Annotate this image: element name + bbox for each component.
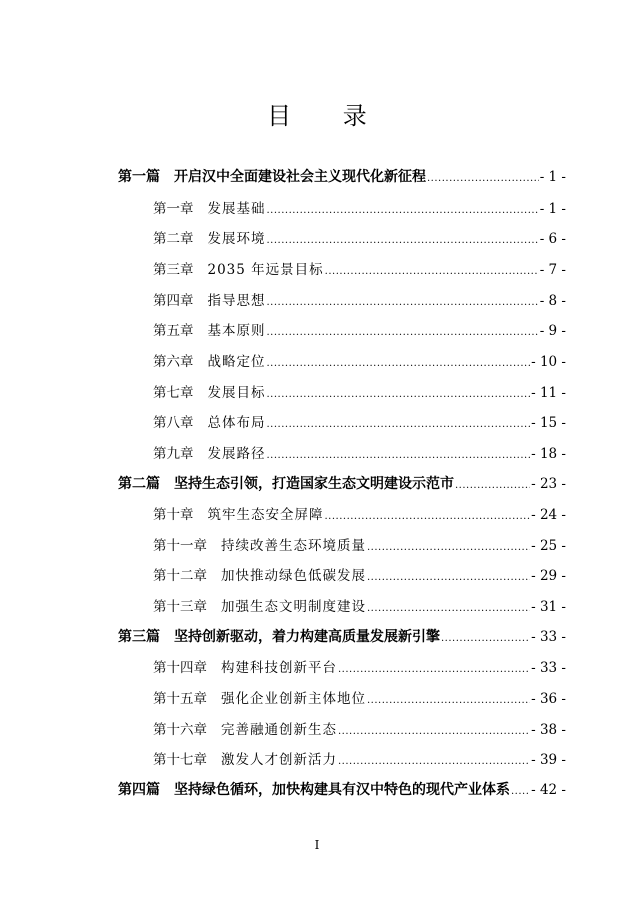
toc-entry-page: - 33 - <box>531 628 566 645</box>
toc-chapter-entry[interactable] <box>153 748 566 770</box>
toc-leader-dots <box>338 750 530 764</box>
toc-entry-number: 第十五章 <box>153 691 207 708</box>
toc-entry-number: 第十章 <box>153 507 194 524</box>
toc-entry-page: - 23 - <box>531 475 566 492</box>
toc-entry-number: 第四章 <box>153 292 194 309</box>
toc-entry-number: 第一篇 <box>118 169 160 185</box>
toc-entry-title: 发展环境 <box>207 231 266 248</box>
toc-leader-dots <box>441 627 530 641</box>
toc-entry-number: 第十一章 <box>153 537 207 554</box>
toc-leader-dots <box>367 536 530 550</box>
toc-chapter-entry[interactable] <box>153 687 566 709</box>
toc-entry-number: 第十二章 <box>153 568 207 585</box>
toc-entry-title: 激发人才创新活力 <box>221 752 337 769</box>
toc-entry-number: 第二篇 <box>118 475 160 492</box>
toc-entry-page: - 39 - <box>531 752 566 769</box>
toc-entry-title: 发展基础 <box>207 200 266 217</box>
toc-entry-page: - 1 - <box>539 200 566 217</box>
toc-chapter-entry[interactable] <box>153 595 566 617</box>
toc-chapter-entry[interactable] <box>153 289 566 311</box>
toc-entry-title: 基本原则 <box>207 323 266 340</box>
toc-entry-title: 发展路径 <box>207 445 266 462</box>
toc-chapter-entry[interactable] <box>153 442 566 464</box>
toc-leader-dots <box>511 780 530 794</box>
toc-entry-number: 第六章 <box>153 353 194 370</box>
toc-entry-title: 强化企业创新主体地位 <box>221 691 366 708</box>
toc-leader-dots <box>267 199 539 213</box>
toc-entry-title: 构建科技创新平台 <box>221 660 337 677</box>
toc-part-entry[interactable] <box>118 626 566 648</box>
toc-entry-title: 指导思想 <box>207 292 266 309</box>
toc-entry-number: 第十六章 <box>153 721 207 738</box>
toc-leader-dots <box>367 566 530 580</box>
toc-entry-page: - 18 - <box>531 445 566 462</box>
page-title: 目 录 <box>267 102 389 130</box>
toc-entry-title: 加强生态文明制度建设 <box>221 599 366 616</box>
toc-entry-page: - 1 - <box>539 169 566 185</box>
toc-entry-number: 第七章 <box>153 384 194 401</box>
toc-entry-title: 持续改善生态环境质量 <box>221 537 366 554</box>
toc-leader-dots <box>427 167 539 181</box>
toc-chapter-entry[interactable] <box>153 319 566 341</box>
toc-chapter-entry[interactable] <box>153 503 566 525</box>
toc-entry-page: - 38 - <box>531 721 566 738</box>
toc-entry-number: 第八章 <box>153 415 194 432</box>
toc-part-entry[interactable] <box>118 473 566 495</box>
toc-entry-page: - 8 - <box>539 292 566 309</box>
toc-leader-dots <box>267 352 531 366</box>
toc-entry-title: 坚持创新驱动，着力构建高质量发展新引擎 <box>174 628 440 645</box>
toc-entry-page: - 9 - <box>539 323 566 340</box>
toc-leader-dots <box>325 505 531 519</box>
toc-entry-number: 第十四章 <box>153 660 207 677</box>
toc-entry-page: - 31 - <box>531 599 566 616</box>
toc-entry-title: 筑牢生态安全屏障 <box>207 507 324 524</box>
toc-entry-page: - 10 - <box>531 353 566 370</box>
toc-chapter-entry[interactable] <box>153 197 566 219</box>
toc-entry-number: 第三章 <box>153 261 194 278</box>
toc-chapter-entry[interactable] <box>153 411 566 433</box>
toc-leader-dots <box>267 383 531 397</box>
toc-entry-title: 战略定位 <box>207 353 266 370</box>
toc-leader-dots <box>267 321 539 335</box>
toc-entry-title: 坚持生态引领，打造国家生态文明建设示范市 <box>174 475 454 492</box>
toc-leader-dots <box>338 720 530 734</box>
toc-entry-number: 第四篇 <box>118 782 160 798</box>
toc-part-entry[interactable] <box>118 166 566 188</box>
toc-entry-number: 第三篇 <box>118 628 160 645</box>
toc-leader-dots <box>325 260 539 274</box>
toc-entry-page: - 33 - <box>531 660 566 677</box>
toc-entry-page: - 36 - <box>531 691 566 708</box>
toc-chapter-entry[interactable] <box>153 350 566 372</box>
toc-entry-title: 2035 年远景目标 <box>207 261 324 278</box>
toc-entry-page: - 25 - <box>531 537 566 554</box>
toc-leader-dots <box>455 474 530 488</box>
toc-chapter-entry[interactable] <box>153 258 566 280</box>
toc-chapter-entry[interactable] <box>153 656 566 678</box>
toc-entry-number: 第九章 <box>153 445 194 462</box>
toc-leader-dots <box>367 597 530 611</box>
toc-entry-page: - 6 - <box>539 231 566 248</box>
toc-entry-title: 发展目标 <box>207 384 266 401</box>
toc-entry-number: 第五章 <box>153 323 194 340</box>
toc-leader-dots <box>267 413 531 427</box>
toc-entry-page: - 24 - <box>531 507 566 524</box>
toc-leader-dots <box>267 291 539 305</box>
toc-entry-number: 第十七章 <box>153 752 207 769</box>
toc-entry-title: 开启汉中全面建设社会主义现代化新征程 <box>174 169 426 185</box>
toc-entry-title: 完善融通创新生态 <box>221 721 337 738</box>
toc-chapter-entry[interactable] <box>153 381 566 403</box>
toc-leader-dots <box>267 229 539 243</box>
toc-entry-number: 第十三章 <box>153 599 207 616</box>
toc-leader-dots <box>367 689 530 703</box>
toc-entry-page: - 11 - <box>531 384 566 401</box>
toc-chapter-entry[interactable] <box>153 564 566 586</box>
toc-leader-dots <box>267 444 531 458</box>
toc-entry-page: - 29 - <box>531 568 566 585</box>
toc-entry-title: 坚持绿色循环，加快构建具有汉中特色的现代产业体系 <box>174 782 510 798</box>
toc-leader-dots <box>338 658 530 672</box>
page-number-footer: I <box>314 838 320 852</box>
toc-entry-number: 第二章 <box>153 231 194 248</box>
toc-entry-title: 加快推动绿色低碳发展 <box>221 568 366 585</box>
toc-entry-number: 第一章 <box>153 200 194 217</box>
toc-entry-page: - 42 - <box>531 782 566 798</box>
toc-chapter-entry[interactable] <box>153 227 566 249</box>
toc-entry-title: 总体布局 <box>207 415 266 432</box>
toc-chapter-entry[interactable] <box>153 534 566 556</box>
toc-entry-page: - 7 - <box>539 261 566 278</box>
toc-part-entry[interactable] <box>118 779 566 801</box>
toc-entry-page: - 15 - <box>531 415 566 432</box>
toc-chapter-entry[interactable] <box>153 718 566 740</box>
